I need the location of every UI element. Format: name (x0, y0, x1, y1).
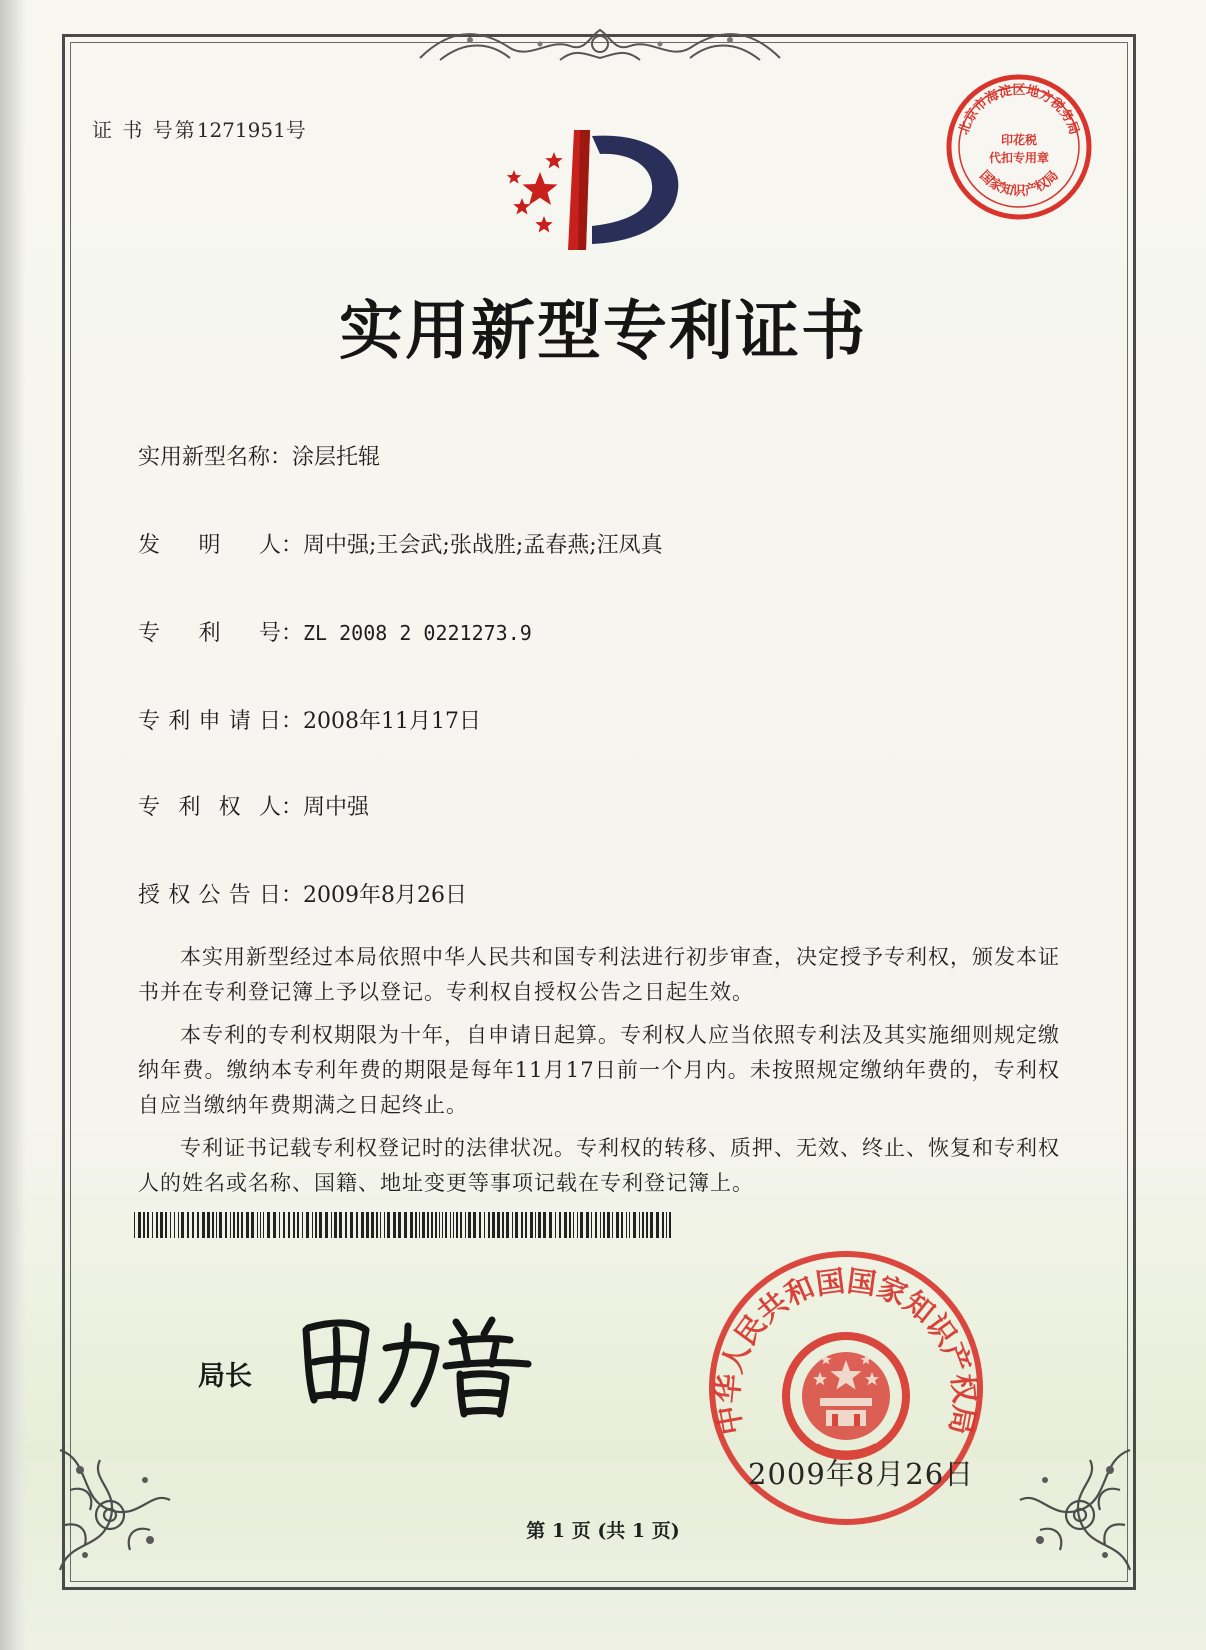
top-ornament-icon (410, 18, 790, 68)
page-number: 第 1 页 (共 1 页) (526, 1520, 680, 1542)
field-inventors: 发 明 人 ：周中强;王会武;张战胜;孟春燕;汪凤真 (138, 528, 663, 559)
signature-icon (296, 1300, 536, 1420)
tax-seal-bottom-text: 国家知识产权局 (976, 168, 1062, 200)
certificate-title: 实用新型专利证书 (339, 295, 867, 369)
field-utility-model-name (138, 440, 380, 471)
certificate-number: 证 书 号第1271951号 (92, 118, 308, 142)
field-application-date: 专 利 申 请 日 ：2008年11月17日 (138, 704, 481, 735)
director-label: 局长 (198, 1361, 252, 1392)
national-emblem-icon (786, 1336, 906, 1456)
paragraph: 本实用新型经过本局依照中华人民共和国专利法进行初步审查，决定授予专利权，颁发本证书并在专利登记簿上予以登记。专利权自授权公告之日起生效。 (138, 945, 1060, 1004)
tax-seal-ring-text: 北京市海淀区地方税务局 (956, 83, 1082, 137)
tax-seal-center-line1: 印花税 (1000, 133, 1038, 147)
patent-office-logo-icon (500, 118, 690, 268)
barcode-icon (134, 1212, 671, 1238)
paragraph: 专利证书记载专利权登记时的法律状况。专利权的转移、质押、无效、终止、恢复和专利权人的姓名或名称、国籍、地址变更等事项记载在专利登记簿上。 (138, 1136, 1060, 1195)
certificate-body (138, 940, 1060, 1209)
stamp-tax-seal-icon (944, 72, 1094, 222)
field-value: 涂层托辊 (292, 445, 381, 470)
field-value: 2008年11月17日 (303, 709, 481, 734)
bottom-left-ornament-icon (40, 1430, 190, 1580)
field-label: 实用新型名称： (138, 445, 293, 470)
field-label: 发 明 人 (138, 533, 281, 558)
field-label: 专 利 申 请 日 (138, 709, 281, 734)
issue-date: 2009年8月26日 (748, 1457, 975, 1491)
field-value: 2009年8月26日 (303, 883, 467, 908)
paragraph: 本专利的专利权期限为十年，自申请日起算。专利权人应当依照专利法及其实施细则规定缴纳年费。缴纳本专利年费的期限是每年11月17日前一个月内。未按照规定缴纳年费的，专利权自应当缴纳年费期满之日起终止。 (138, 1023, 1060, 1117)
field-label: 授 权 公 告 日 (138, 883, 281, 908)
binding-shadow (0, 0, 26, 1650)
bottom-right-ornament-icon (1000, 1430, 1150, 1580)
field-patent-number: 专 利 号 ：ZL 2008 2 0221273.9 (138, 616, 532, 647)
field-value: ZL 2008 2 0221273.9 (303, 621, 532, 645)
field-grant-date: 授 权 公 告 日 ：2009年8月26日 (138, 878, 467, 909)
office-seal-ring-text: 中华人民共和国国家知识产权局 (710, 1263, 982, 1438)
field-value: 周中强 (303, 795, 370, 820)
svg-text:国家知识产权局 (976, 168, 1061, 200)
field-patentee: 专 利 权 人 ：周中强 (138, 790, 369, 821)
field-value: 周中强;王会武;张战胜;孟春燕;汪凤真 (303, 533, 663, 558)
field-label: 专 利 号 (138, 621, 281, 646)
field-label: 专 利 权 人 (138, 795, 281, 820)
tax-seal-center-line2: 代扣专用章 (988, 151, 1050, 165)
